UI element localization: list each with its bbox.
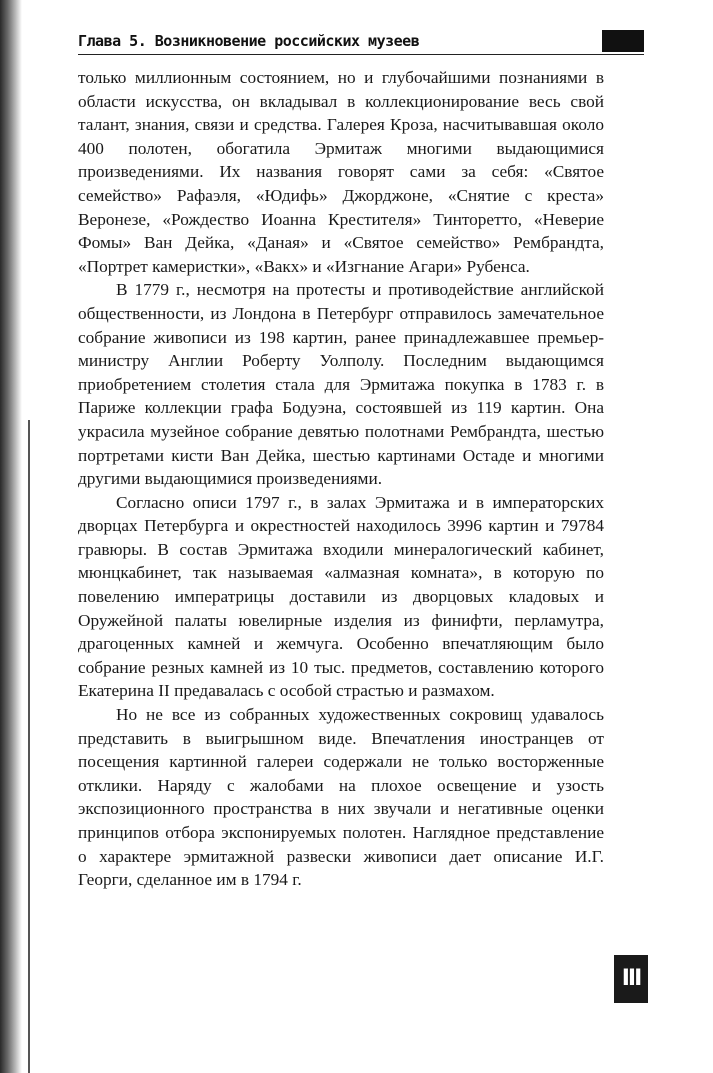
book-spine-shadow bbox=[0, 0, 22, 1073]
paragraph: Согласно описи 1797 г., в залах Эрмитажа и в императорских дворцах Петербурга и окрестностей находилось 3996 картин и 79784 гравюры. В состав Эрмитажа входили минералогический кабинет, мюнцкабинет, так называемая «алмазная комната», в которую по повелению императрицы доставили из дворцовых кладовых и Оружейной палаты ювелирные изделия из финифти, перламутра, драгоценных камней и жемчуга. Особенно впечатляющим было собрание резных камней из 10 тыс. предметов, составлению которого Екатерина II предавалась с особой страстью и размахом. bbox=[78, 492, 604, 701]
paragraph: В 1779 г., несмотря на протесты и противодействие английской общественности, из Лондона в Петербург отправилось замечательное собрание живописи из 198 картин, ранее принадлежавшее премьер-министру Англии Роберту Уолполу. Последним выдающимся приобретением столетия стала для Эрмитажа покупка в 1783 г. в Париже коллекции графа Бодуэна, состоявшей из 119 картин. Она украсила музейное собрание девятью полотнами Рембрандта, шестью портретами кисти Ван Дейка, шестью картинами Остаде и многими другими выдающимися произведениями. bbox=[78, 280, 604, 489]
running-head: Глава 5. Возникновение российских музеев bbox=[78, 32, 420, 50]
paragraph: Но не все из собранных художественных сокровищ удавалось представить в выигрышном виде. Впечатления иностранцев от посещения картинной галереи содержали не только восторженные отклики. Наряду с жалобами на плохое освещение и узость экспозиционного пространства в них звучали и негативные оценки принципов отбора экспонируемых полотен. Наглядное представление о характере эрмитажной развески живописи дает описание И.Г. Георги, сделанное им в 1794 г. bbox=[78, 705, 604, 890]
page-header bbox=[78, 30, 644, 55]
paragraph: только миллионным состоянием, но и глубочайшими познаниями в области искусства, он вкладывал в коллекционирование весь свой талант, знания, связи и средства. Галерея Кроза, насчитывавшая около 400 полотен, обогатила Эрмитаж многими выдающимися произведениями. Их названия говорят сами за себя: «Святое семейство» Рафаэля, «Юдифь» Джорджоне, «Снятие с креста» Веронезе, «Рождество Иоанна Крестителя» Тинторетто, «Неверие Фомы» Ван Дейка, «Даная» и «Святое семейство» Рембрандта, «Портрет камеристки», «Вакх» и «Изгнание Агари» Рубенса. bbox=[78, 68, 604, 276]
body-text bbox=[78, 66, 604, 892]
gutter-line bbox=[28, 420, 30, 1073]
header-block-mark bbox=[602, 30, 644, 52]
page-number-tab: III bbox=[614, 955, 648, 1003]
